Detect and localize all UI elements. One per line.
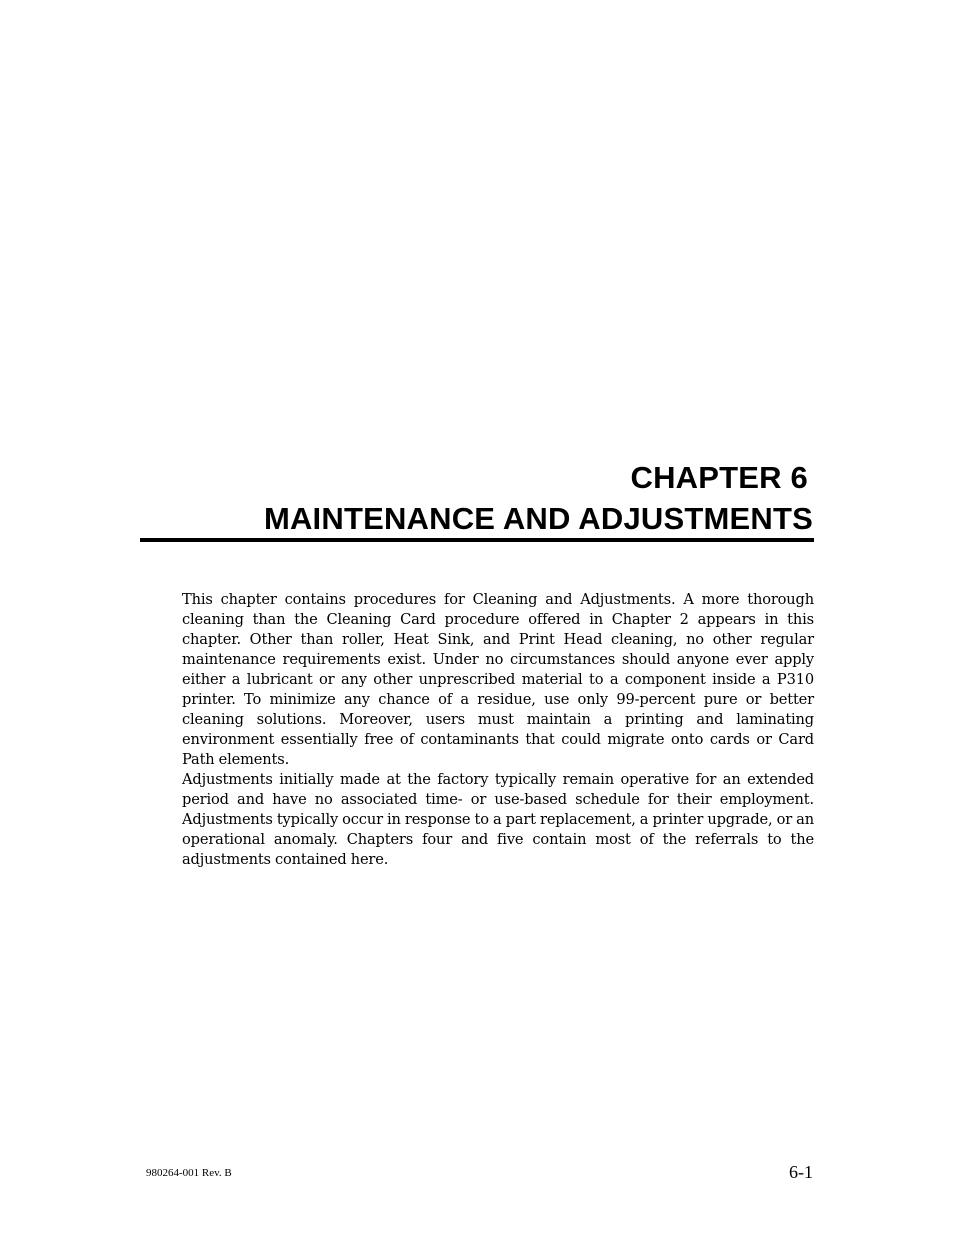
footer-document-number: 980264-001 Rev. B [146,1167,232,1179]
body-paragraph-adjustments: Adjustments initially made at the factory typically remain operative for an extended period and have no associated time- or use-based schedule for their employment. Adjustments typically occur in response to a part replacement, a printer upgrade, or an operational anomaly. Chapters four and five contain most of the referrals to the adjustments contained here. [182,771,814,868]
footer-page-number: 6-1 [789,1162,813,1182]
chapter-title: MAINTENANCE AND ADJUSTMENTS [263,501,813,536]
title-underline-rule [140,538,814,542]
chapter-number: CHAPTER 6 [630,460,808,495]
body-paragraph-cleaning: This chapter contains procedures for Cleaning and Adjustments. A more thorough cleaning than the Cleaning Card procedure offered in Chapter 2 appears in this chapter. Other than roller, Heat Sink, and Print Head cleaning, no other regular maintenance requirements exist. Under no circumstances should anyone ever apply either a lubricant or any other unprescribed material to a component inside a P310 printer. To minimize any chance of a residue, use only 99-percent pure or better cleaning solutions. Moreover, users must maintain a printing and laminating environment essentially free of contaminants that could migrate onto cards or Card Path elements. [182,591,814,768]
